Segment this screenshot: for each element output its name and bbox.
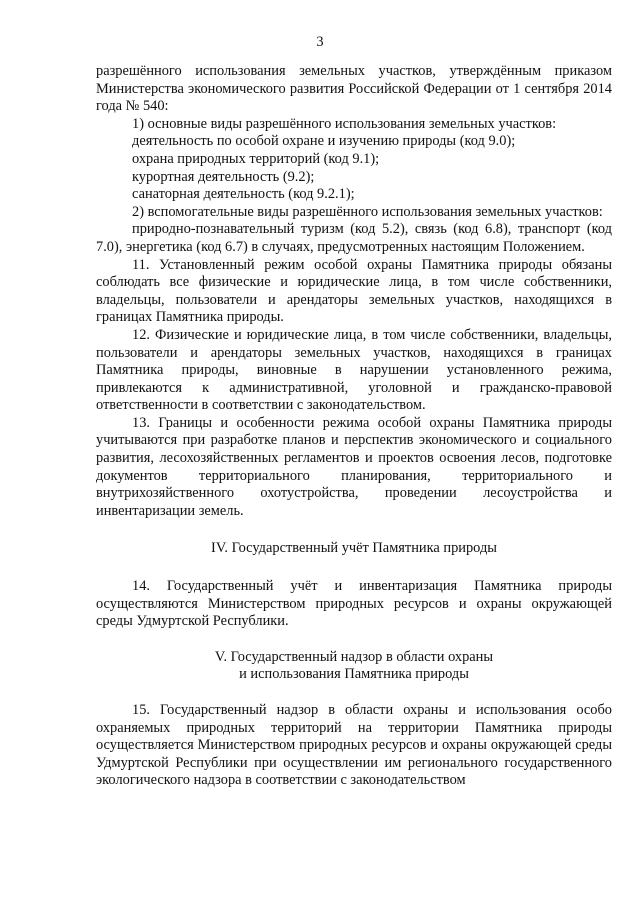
section-heading-5-line1: V. Государственный надзор в области охраны [214,648,494,665]
paragraph-continuation: разрешённого использования земельных участков, утверждённым приказом Министерства экономического развития Российской Федерации от 1 сентября 2014 года № 540: [96,63,612,115]
list-item-code-9-2: курортная деятельность (9.2); [132,168,315,185]
paragraph-14: 14. Государственный учёт и инвентаризация Памятника природы осуществляются Министерством природных ресурсов и охраны окружающей среды Удмуртской Республики. [96,578,612,630]
list-item-code-9-2-1: санаторная деятельность (код 9.2.1); [132,186,355,203]
paragraph-11: 11. Установленный режим особой охраны Памятника природы обязаны соблюдать все физические и юридические лица, в том числе собственники, владельцы, пользователи и арендаторы земельных участков, находящихся в границах Памятника природы. [96,256,612,326]
paragraph-15: 15. Государственный надзор в области охраны и использования особо охраняемых природных территорий на территории Памятника природы осуществляется Министерством природных ресурсов и охраны окружающей среды Удмуртской Республики при осуществлении им регионального государственного экологического надзора в соответствии с законодательством [96,702,612,789]
page-number: 3 [316,34,324,50]
list-item-auxiliary-codes: природно-познавательный туризм (код 5.2), связь (код 6.8), транспорт (код 7.0), энергетика (код 6.7) в случаях, предусмотренных настоящим Положением. [96,221,612,255]
document-body [96,63,612,790]
paragraph-12: 12. Физические и юридические лица, в том числе собственники, владельцы, пользователи и арендаторы земельных участков, находящихся в границах Памятника природы, виновные в нарушении установленного режима, привлекаются к административной, уголовной и гражданско-правовой ответственности в соответствии с законодательством. [96,326,612,414]
section-heading-4: IV. Государственный учёт Памятника природы [211,540,497,557]
list-item-code-9-0: деятельность по особой охране и изучению природы (код 9.0); [132,133,516,150]
list-item-auxiliary-uses: 2) вспомогательные виды разрешённого использования земельных участков: [132,203,603,220]
paragraph-13: 13. Границы и особенности режима особой охраны Памятника природы учитываются при разработке планов и перспектив экономического и социального развития, лесохозяйственных регламентов и проектов освоения лесов, подготовке документов территориального планирования, территориального и внутрихозяйственного охотустройства, проведении лесоустройства и инвентаризации земель. [96,414,612,519]
list-item-code-9-1: охрана природных территорий (код 9.1); [132,150,380,167]
section-heading-5-line2: и использования Памятника природы [239,666,469,683]
list-item-main-uses: 1) основные виды разрешённого использования земельных участков: [132,115,557,132]
